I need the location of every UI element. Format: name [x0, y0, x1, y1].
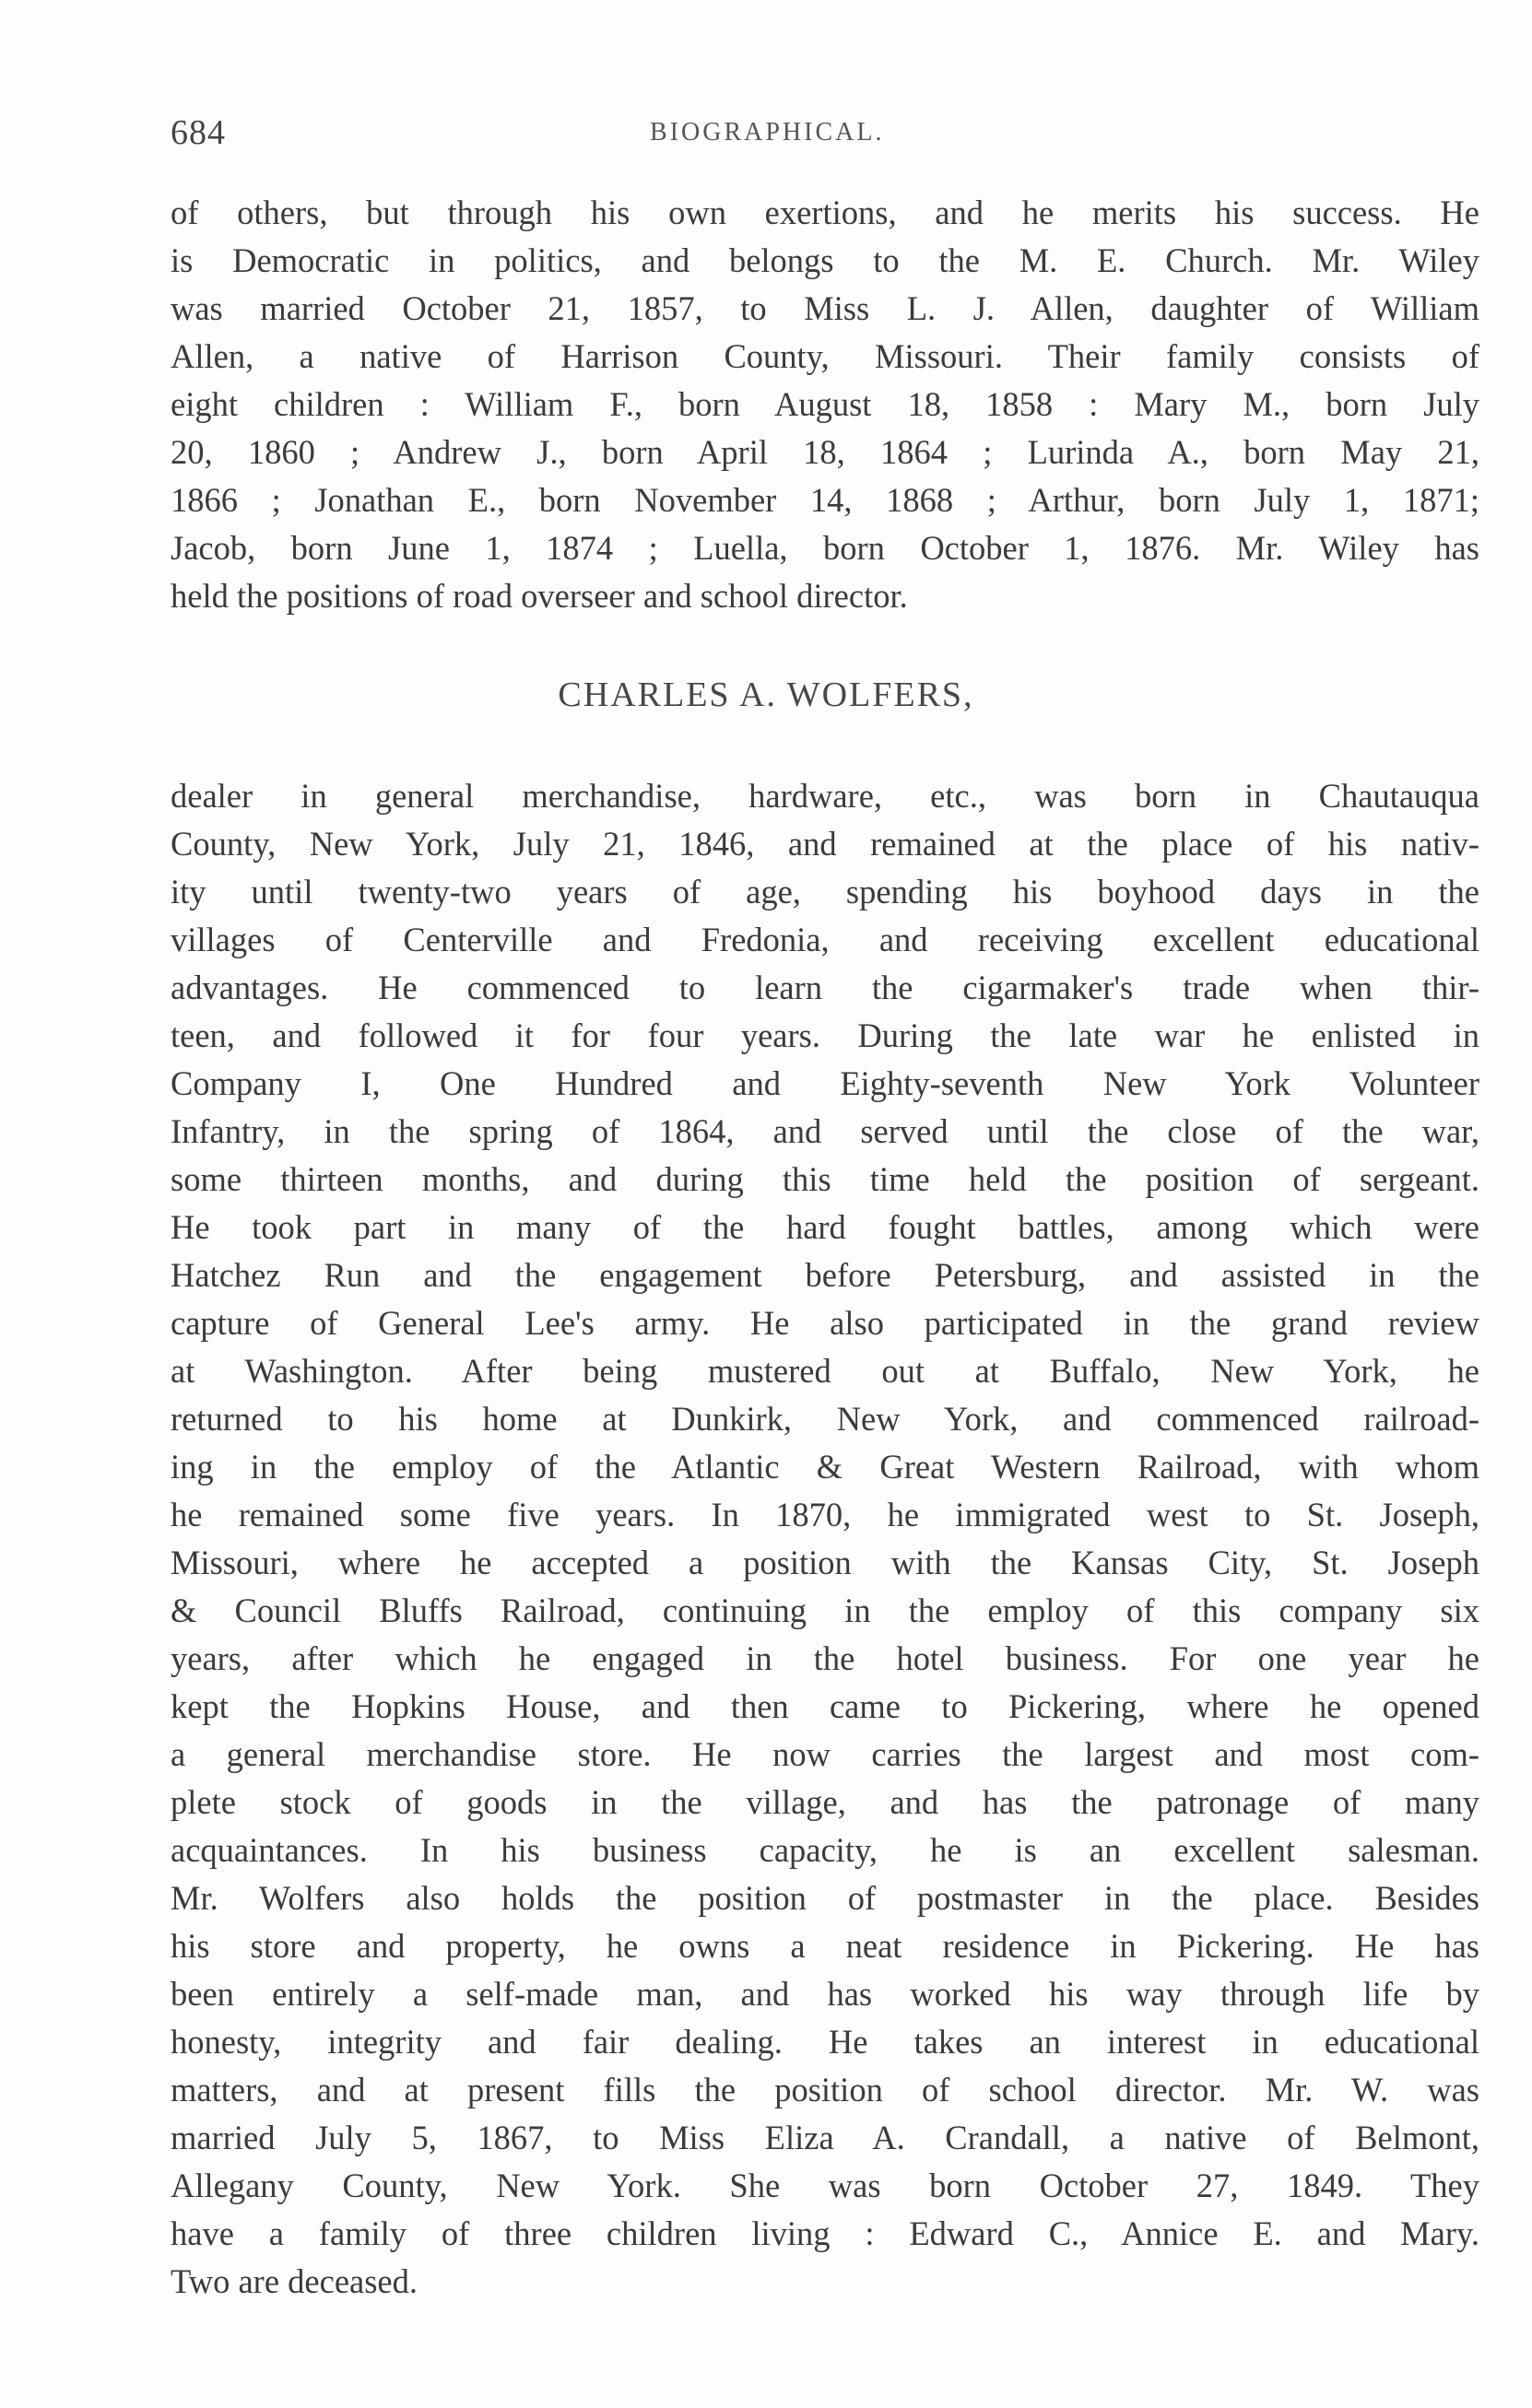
text-line: Allegany County, New York. She was born October 27, 1849. They: [171, 2167, 1479, 2204]
text-line: Missouri, where he accepted a position with the Kansas City, St. Joseph: [171, 1544, 1479, 1581]
text-line: of others, but through his own exertions, and he merits his success. He: [171, 194, 1479, 231]
text-line: 20, 1860 ; Andrew J., born April 18, 1864 ; Lurinda A., born May 21,: [171, 433, 1479, 471]
text-line: ing in the employ of the Atlantic & Great Western Railroad, with whom: [171, 1448, 1479, 1486]
text-line: 1866 ; Jonathan E., born November 14, 1868 ; Arthur, born July 1, 1871;: [171, 481, 1479, 519]
text-line: is Democratic in politics, and belongs to the M. E. Church. Mr. Wiley: [171, 241, 1479, 279]
text-line: honesty, integrity and fair dealing. He takes an interest in educational: [171, 2023, 1479, 2061]
text-line: plete stock of goods in the village, and has the patronage of many: [171, 1783, 1479, 1821]
text-line: He took part in many of the hard fought battles, among which were: [171, 1208, 1479, 1246]
text-line: Two are deceased.: [171, 2262, 418, 2300]
text-line: held the positions of road overseer and school director.: [171, 577, 908, 615]
text-line: been entirely a self-made man, and has worked his way through life by: [171, 1975, 1479, 2013]
text-line: matters, and at present fills the position of school director. Mr. W. was: [171, 2071, 1479, 2108]
biography-paragraph-wolfers: [171, 772, 1479, 2306]
text-line: County, New York, July 21, 1846, and remained at the place of his nativ-: [171, 825, 1479, 863]
text-line: & Council Bluffs Railroad, continuing in the employ of this company six: [171, 1592, 1479, 1629]
text-line: Jacob, born June 1, 1874 ; Luella, born October 1, 1876. Mr. Wiley has: [171, 529, 1479, 567]
text-line: years, after which he engaged in the hotel business. For one year he: [171, 1639, 1479, 1677]
text-line: Company I, One Hundred and Eighty-seventh New York Volunteer: [171, 1064, 1479, 1102]
text-line: dealer in general merchandise, hardware, etc., was born in Chautauqua: [171, 777, 1479, 815]
text-line: he remained some five years. In 1870, he immigrated west to St. Joseph,: [171, 1496, 1479, 1533]
page-number: 684: [171, 113, 226, 152]
text-line: returned to his home at Dunkirk, New York, and commenced railroad-: [171, 1400, 1479, 1438]
text-line: Allen, a native of Harrison County, Missouri. Their family consists of: [171, 337, 1479, 375]
text-line: married July 5, 1867, to Miss Eliza A. Crandall, a native of Belmont,: [171, 2119, 1479, 2156]
running-head: [171, 112, 1479, 168]
text-line: was married October 21, 1857, to Miss L. J. Allen, daughter of William: [171, 289, 1479, 327]
text-line: capture of General Lee's army. He also participated in the grand review: [171, 1304, 1479, 1342]
text-line: ity until twenty-two years of age, spending his boyhood days in the: [171, 873, 1479, 910]
text-line: at Washington. After being mustered out at Buffalo, New York, he: [171, 1352, 1479, 1390]
text-line: Mr. Wolfers also holds the position of postmaster in the place. Besides: [171, 1879, 1479, 1917]
text-line: Hatchez Run and the engagement before Petersburg, and assisted in the: [171, 1256, 1479, 1294]
text-line: some thirteen months, and during this time held the position of sergeant.: [171, 1160, 1479, 1198]
biography-paragraph-wiley: [171, 189, 1479, 620]
text-line: villages of Centerville and Fredonia, and receiving excellent educational: [171, 921, 1479, 958]
text-line: Infantry, in the spring of 1864, and served until the close of the war,: [171, 1112, 1479, 1150]
text-line: kept the Hopkins House, and then came to Pickering, where he opened: [171, 1687, 1479, 1725]
section-heading: CHARLES A. WOLFERS,: [558, 675, 974, 714]
text-line: advantages. He commenced to learn the cigarmaker's trade when thir-: [171, 969, 1479, 1006]
text-line: acquaintances. In his business capacity, he is an excellent salesman.: [171, 1831, 1479, 1869]
text-line: have a family of three children living : Edward C., Annice E. and Mary.: [171, 2214, 1479, 2252]
text-line: teen, and followed it for four years. During the late war he enlisted in: [171, 1016, 1479, 1054]
running-title: BIOGRAPHICAL.: [650, 118, 885, 147]
text-line: a general merchandise store. He now carries the largest and most com-: [171, 1735, 1479, 1773]
text-line: his store and property, he owns a neat residence in Pickering. He has: [171, 1927, 1479, 1965]
text-line: eight children : William F., born August 18, 1858 : Mary M., born July: [171, 385, 1479, 423]
